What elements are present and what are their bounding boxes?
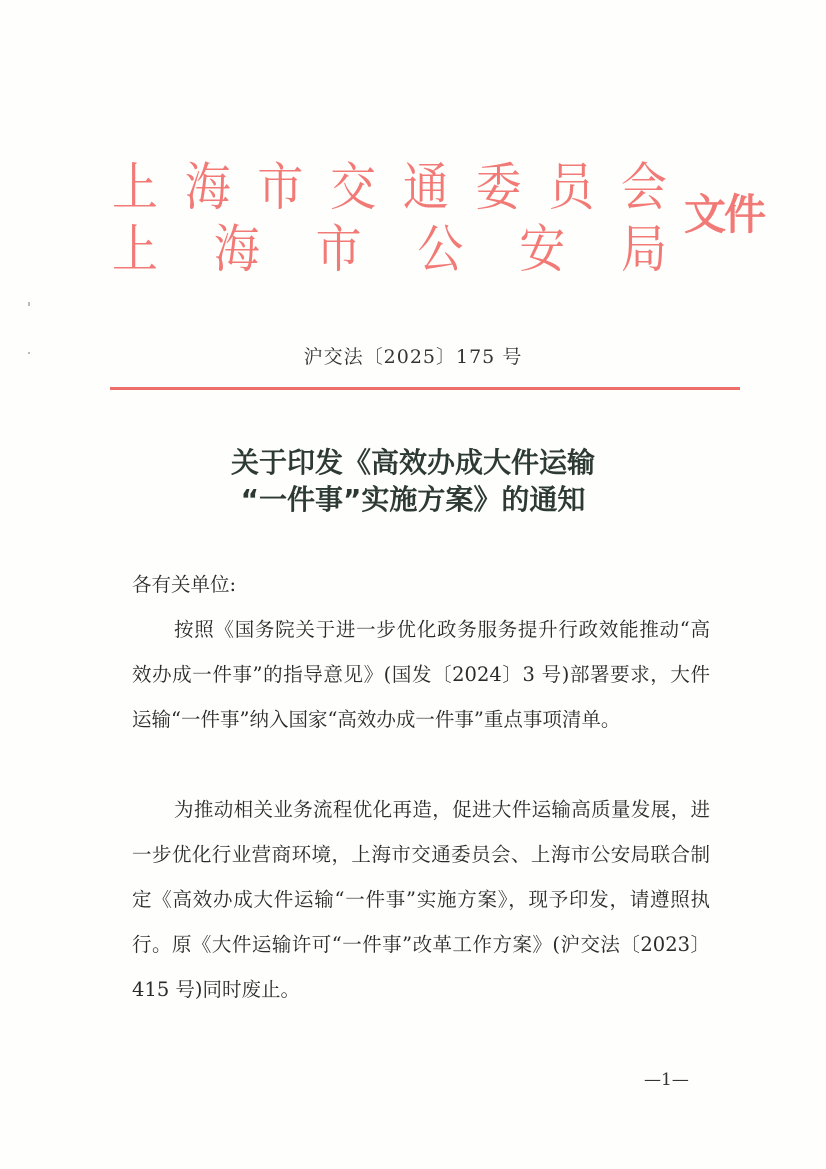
issuer-line-public-security-bureau	[112, 218, 667, 280]
issuer-char: 会	[620, 156, 667, 218]
issuer-char: 海	[213, 218, 260, 280]
issuer-char: 交	[330, 156, 377, 218]
page-number: —1—	[644, 1070, 689, 1090]
salutation: 各有关单位:	[132, 573, 237, 596]
issuer-line-transport-commission	[112, 156, 667, 218]
issuer-char: 安	[519, 218, 566, 280]
issuer-char: 上	[112, 156, 158, 218]
issuer-char: 公	[417, 218, 464, 280]
document-title-line-2: “一件事”实施方案》的通知	[240, 483, 586, 516]
document-type-label: 文件	[684, 190, 765, 239]
document-title-line-1: 关于印发《高效办成大件运输	[230, 446, 595, 479]
document-number: 沪交法〔2025〕175 号	[303, 346, 523, 368]
issuer-char: 海	[184, 156, 231, 218]
body-paragraph-2: 为推动相关业务流程优化再造，促进大件运输高质量发展，进一步优化行业营商环境，上海市交通委员会、上海市公安局联合制定《高效办成大件运输“一件事”实施方案》，现予印发，请遵照执行。原《大件运输许可“一件事”改革工作方案》(沪交法〔2023〕415 号)同时废止。	[132, 798, 710, 1001]
body-paragraph-1: 按照《国务院关于进一步优化政务服务提升行政效能推动“高效办成一件事”的指导意见》(国发〔2024〕3 号)部署要求，大件运输“一件事”纳入国家“高效办成一件事”重点事项清单。	[132, 618, 710, 731]
issuer-char: 市	[257, 156, 304, 218]
issuer-char: 委	[475, 156, 522, 218]
issuer-char: 员	[548, 156, 595, 218]
issuer-char: 通	[402, 156, 449, 218]
scan-artifact	[28, 302, 30, 306]
scan-artifact	[28, 352, 30, 354]
red-divider-line	[110, 387, 740, 390]
issuer-char: 局	[620, 218, 667, 280]
issuer-char: 市	[315, 218, 362, 280]
issuer-char: 上	[112, 218, 158, 280]
